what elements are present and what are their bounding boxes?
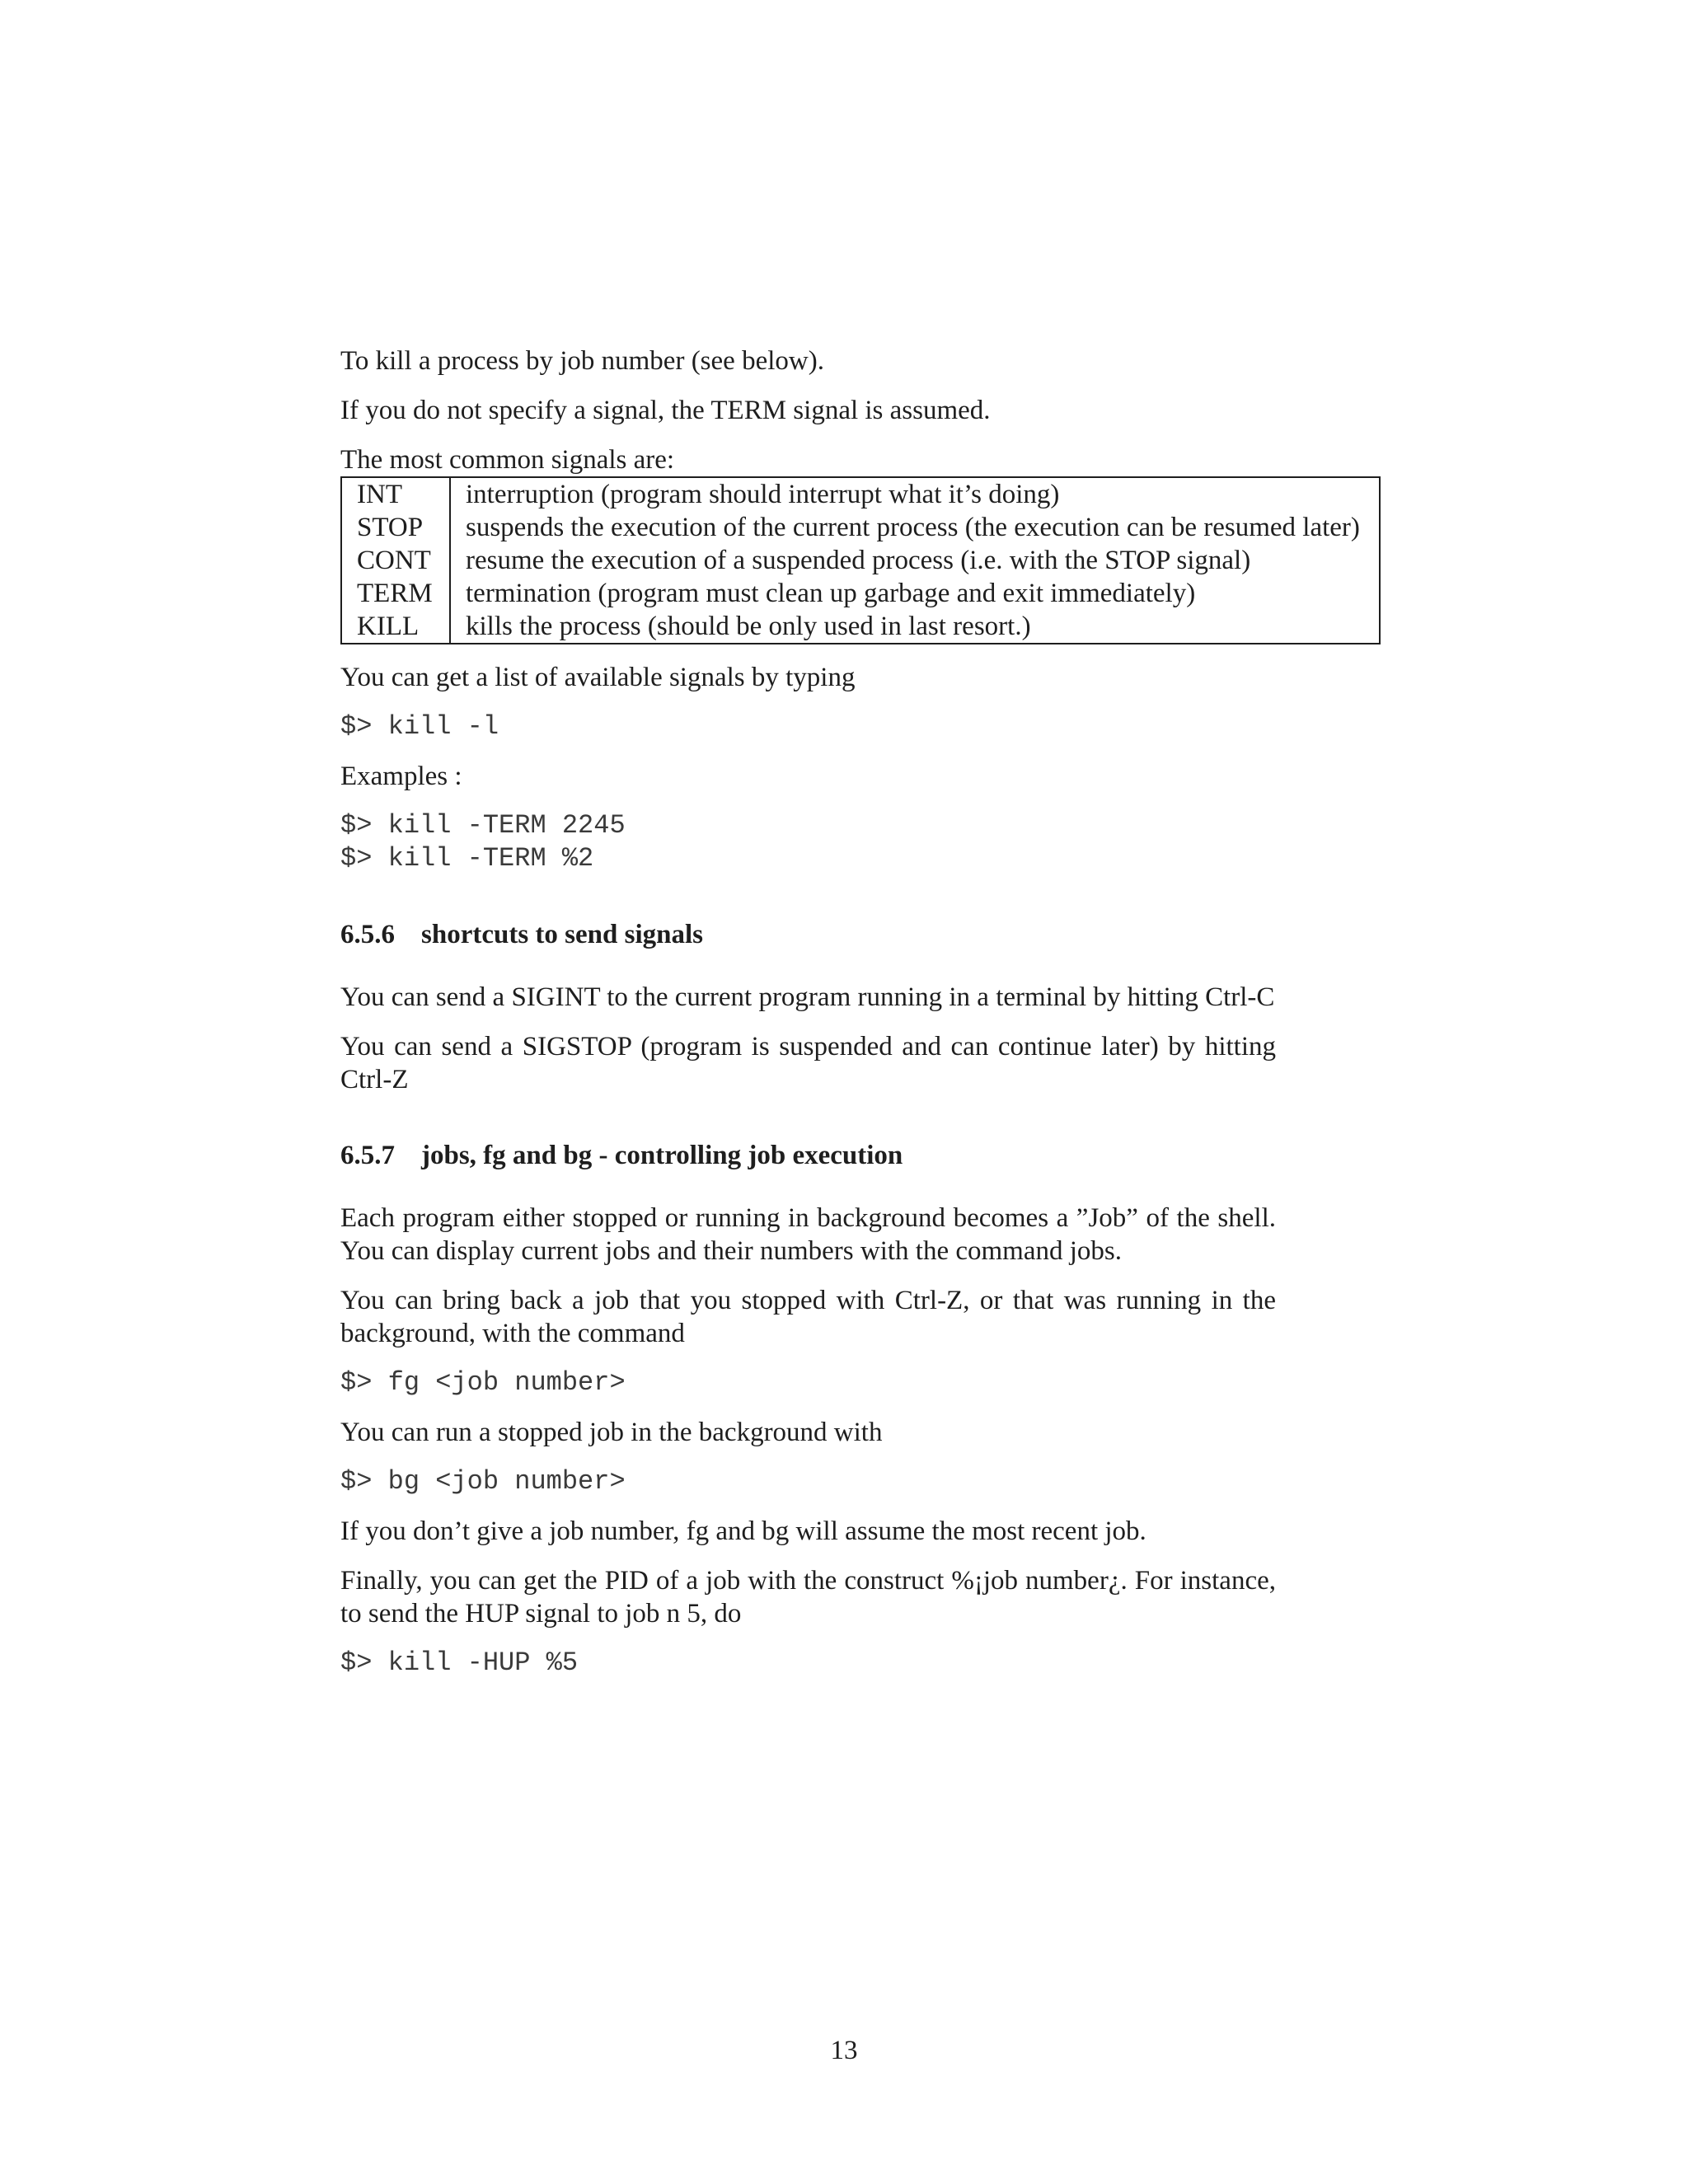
signal-description: termination (program must clean up garbage and exit immediately)	[466, 579, 1196, 608]
signal-description: suspends the execution of the current process (the execution can be resumed later)	[466, 513, 1360, 542]
signal-description: kills the process (should be only used in last resort.)	[466, 612, 1031, 641]
section-657-paragraph-4: If you don’t give a job number, fg and bg will assume the most recent job.	[340, 1516, 1146, 1546]
section-heading-657	[340, 1139, 1379, 1172]
page-number: 13	[830, 2036, 858, 2065]
table-row	[341, 511, 1380, 544]
document-page	[340, 344, 1379, 1696]
intro-paragraph-1: To kill a process by job number (see below).	[340, 346, 824, 376]
list-signals-paragraph: You can get a list of available signals by typing	[340, 663, 856, 692]
signal-name: CONT	[341, 544, 450, 577]
section-title: jobs, fg and bg - controlling job execution	[421, 1141, 903, 1170]
table-row	[341, 477, 1380, 511]
intro-paragraph-3: The most common signals are:	[340, 445, 675, 475]
code-kill-hup: $> kill -HUP %5	[340, 1647, 579, 1678]
code-bg: $> bg <job number>	[340, 1466, 626, 1497]
section-heading-656	[340, 918, 1379, 951]
intro-paragraph-2: If you do not specify a signal, the TERM signal is assumed.	[340, 396, 991, 425]
section-657-paragraph-2: You can bring back a job that you stopped with Ctrl-Z, or that was running in the background, with the command	[340, 1286, 1276, 1348]
section-657-paragraph-1: Each program either stopped or running in background becomes a ”Job” of the shell. You can display current jobs and their numbers with the command jobs.	[340, 1203, 1276, 1266]
code-kill-list: $> kill -l	[340, 711, 499, 742]
section-title: shortcuts to send signals	[421, 920, 703, 949]
signal-description: interruption (program should interrupt what it’s doing)	[466, 480, 1060, 509]
signal-name: KILL	[341, 610, 450, 644]
table-row	[341, 544, 1380, 577]
section-657-paragraph-5: Finally, you can get the PID of a job with the construct %¡job number¿. For instance, to send the HUP signal to job n 5, do	[340, 1566, 1276, 1629]
signals-table	[340, 476, 1381, 644]
section-number: 6.5.7	[340, 1141, 395, 1170]
code-fg: $> fg <job number>	[340, 1367, 626, 1398]
examples-label: Examples :	[340, 762, 462, 791]
signal-name: INT	[341, 477, 450, 511]
table-row	[341, 610, 1380, 644]
signal-name: TERM	[341, 577, 450, 610]
section-657-paragraph-3: You can run a stopped job in the background with	[340, 1418, 883, 1447]
code-line: $> kill -TERM %2	[340, 843, 594, 874]
code-line: $> kill -TERM 2245	[340, 810, 626, 841]
section-656-paragraph-1: You can send a SIGINT to the current program running in a terminal by hitting Ctrl-C	[340, 982, 1275, 1012]
code-examples	[340, 809, 1379, 875]
signal-name: STOP	[341, 511, 450, 544]
section-number: 6.5.6	[340, 920, 395, 949]
signal-description: resume the execution of a suspended process (i.e. with the STOP signal)	[466, 546, 1251, 575]
table-row	[341, 577, 1380, 610]
section-656-paragraph-2: You can send a SIGSTOP (program is suspended and can continue later) by hitting Ctrl-Z	[340, 1032, 1276, 1094]
